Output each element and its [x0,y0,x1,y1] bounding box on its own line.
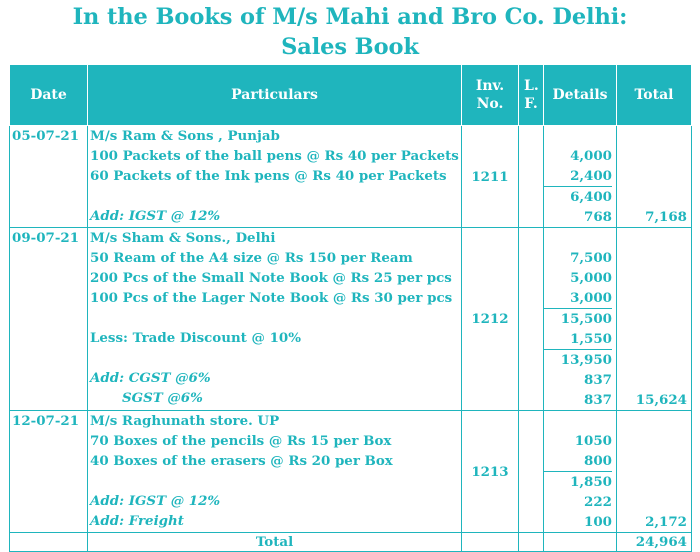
header-row [10,65,692,126]
invoice-number: 1212 [462,228,519,411]
invoice-number: 1211 [462,126,519,228]
tax-line: Add: CGST @6% [90,370,211,386]
freight-line: Add: Freight [90,513,184,529]
entry-total-value: 15,624 [635,392,687,408]
detail-amount: 800 [584,453,612,469]
invoice-number: 1213 [462,411,519,533]
item-line: 100 Packets of the ball pens @ Rs 40 per Packets [90,148,459,164]
title-line-2: Sales Book [281,34,419,60]
entry-total [617,411,692,533]
detail-subtotal: 6,400 [544,186,612,207]
entry-particulars [88,126,462,228]
entry-details [544,228,617,411]
detail-amount: 3,000 [570,290,612,306]
header-inv-no-text: Inv. No. [475,78,505,112]
detail-subtotal: 15,500 [544,308,612,329]
title-line-1: In the Books of M/s Mahi and Bro Co. Delhi: [72,4,628,30]
detail-subtotal: 13,950 [544,349,612,370]
ledger-folio [519,126,544,228]
entry-particulars [88,411,462,533]
entry-date: 05-07-21 [10,126,88,228]
entry-details [544,411,617,533]
party-name: M/s Raghunath store. UP [90,413,280,429]
ledger-folio [519,411,544,533]
detail-amount: 837 [584,372,612,388]
item-line: 100 Pcs of the Lager Note Book @ Rs 30 per pcs [90,290,453,306]
header-inv-no [462,65,519,126]
entry-total [617,228,692,411]
entry-particulars [88,228,462,411]
detail-amount: 837 [584,392,612,408]
entry-total [617,126,692,228]
table-row [10,228,692,411]
detail-amount: 5,000 [570,270,612,286]
header-lf [519,65,544,126]
grand-total-value: 24,964 [617,533,692,552]
party-name: M/s Sham & Sons., Delhi [90,230,276,246]
header-lf-text: L. F. [524,78,539,112]
item-line: 50 Ream of the A4 size @ Rs 150 per Ream [90,250,413,266]
header-total: Total [617,65,692,126]
header-date: Date [10,65,88,126]
table-row [10,126,692,228]
detail-amount: 768 [584,209,612,225]
entry-total-value: 2,172 [645,514,687,530]
blank-line [544,411,612,431]
detail-amount: 2,400 [570,168,612,184]
blank-line [88,308,461,328]
party-name: M/s Ram & Sons , Punjab [90,128,280,144]
item-line: 70 Boxes of the pencils @ Rs 15 per Box [90,433,392,449]
detail-amount: 100 [584,514,612,530]
detail-amount: 4,000 [570,148,612,164]
detail-subtotal: 1,850 [544,471,612,492]
detail-amount: 222 [584,494,612,510]
header-details: Details [544,65,617,126]
ledger-folio [519,228,544,411]
detail-amount: 1050 [574,433,612,449]
entry-date: 09-07-21 [10,228,88,411]
detail-amount: 1,550 [570,331,612,347]
item-line: 40 Boxes of the erasers @ Rs 20 per Box [90,453,393,469]
entry-total-value: 7,168 [645,209,687,225]
tax-line: Add: IGST @ 12% [90,493,221,509]
table-row [10,411,692,533]
blank-line [88,348,461,368]
item-line: 200 Pcs of the Small Note Book @ Rs 25 per pcs [90,270,452,286]
grand-total-label: Total [88,533,462,552]
blank-line [88,471,461,491]
tax-line: SGST @6% [122,390,203,406]
entry-details [544,126,617,228]
blank-line [544,126,612,146]
blank-line [88,186,461,206]
sales-book-table [9,64,692,552]
item-line: 60 Packets of the Ink pens @ Rs 40 per Packets [90,168,447,184]
discount-line: Less: Trade Discount @ 10% [90,330,301,346]
header-particulars: Particulars [88,65,462,126]
entry-date: 12-07-21 [10,411,88,533]
detail-amount: 7,500 [570,250,612,266]
blank-line [544,228,612,248]
tax-line: Add: IGST @ 12% [90,208,221,224]
